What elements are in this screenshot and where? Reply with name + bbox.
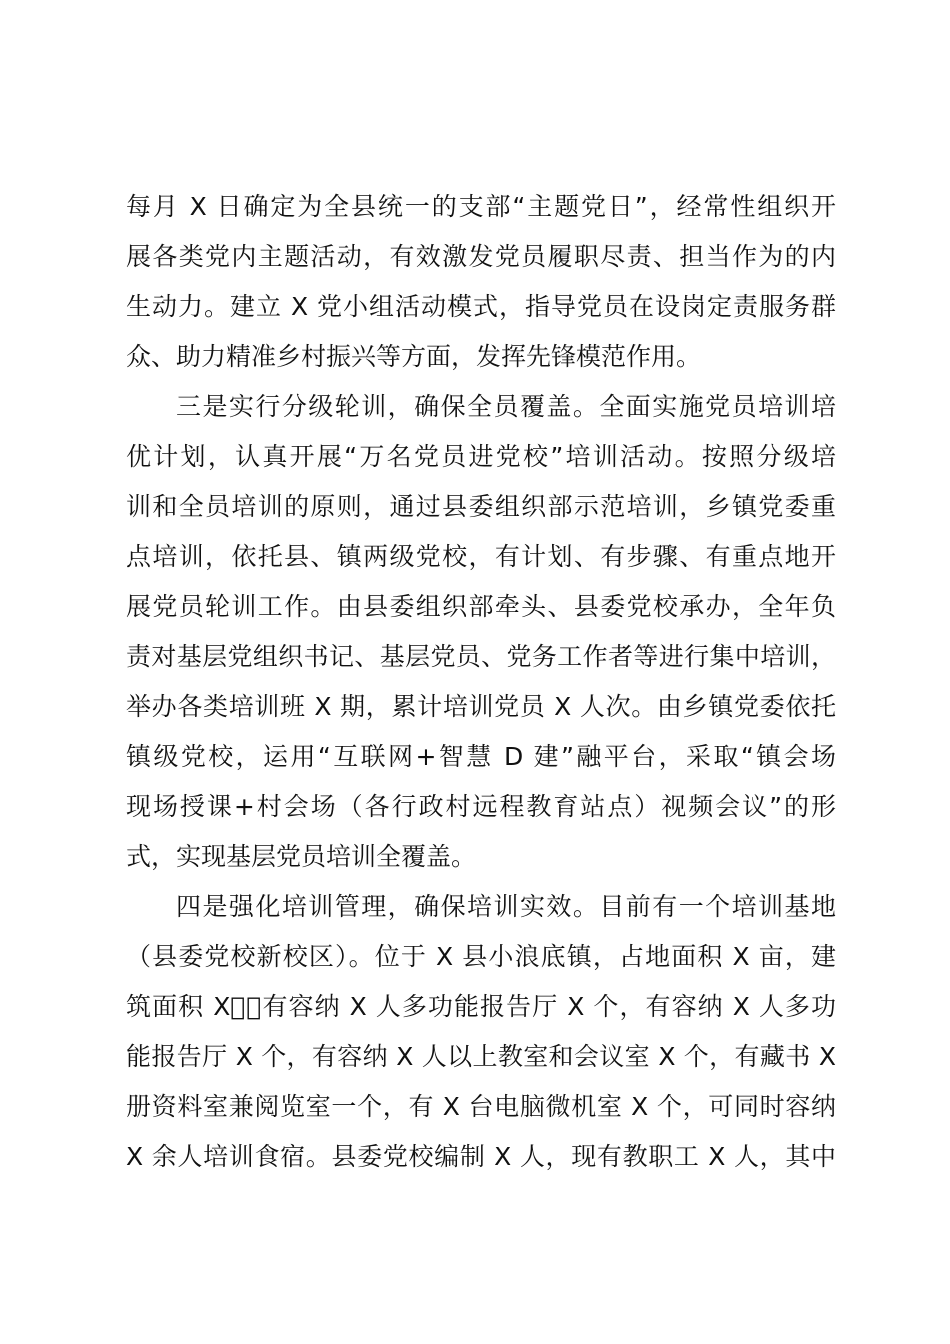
text-line: 展各类党内主题活动，有效激发党员履职尽责、担当作为的内	[126, 242, 836, 271]
text-line: 现场授课+村会场（各行政村远程教育站点）视频会议”的形	[126, 792, 836, 821]
text-line: X 余人培训食宿。县委党校编制 X 人，现有教职工 X 人，其中	[126, 1142, 836, 1171]
paragraph-2	[126, 382, 836, 882]
text-line: 展党员轮训工作。由县委组织部牵头、县委党校承办，全年负	[126, 592, 836, 621]
text-line: 训和全员培训的原则，通过县委组织部示范培训，乡镇党委重	[126, 492, 836, 521]
text-line: 册资料室兼阅览室一个，有 X 台电脑微机室 X 个，可同时容纳	[126, 1092, 836, 1121]
paragraph-3	[126, 882, 836, 1182]
body-text	[126, 182, 836, 1182]
text-line: 优计划，认真开展“万名党员进党校”培训活动。按照分级培	[126, 442, 836, 471]
text-line: （县委党校新校区）。位于 X 县小浪底镇，占地面积 X 亩，建	[126, 942, 836, 971]
text-line: 式，实现基层党员培训全覆盖。	[126, 842, 477, 871]
text-line: 生动力。建立 X 党小组活动模式，指导党员在设岗定责服务群	[126, 292, 836, 321]
paragraph-1	[126, 182, 836, 382]
text-line: 责对基层党组织书记、基层党员、党务工作者等进行集中培训，	[126, 642, 836, 671]
text-line: 点培训，依托县、镇两级党校，有计划、有步骤、有重点地开	[126, 542, 836, 571]
text-line: 每月 X 日确定为全县统一的支部“主题党日”，经常性组织开	[126, 192, 836, 221]
text-line: 镇级党校，运用“互联网+智慧 D 建”融平台，采取“镇会场	[126, 742, 836, 771]
text-line: 众、助力精准乡村振兴等方面，发挥先锋模范作用。	[126, 342, 702, 371]
text-line: 筑面积 X􏿾，有容纳 X 人多功能报告厅 X 个，有容纳 X 人多功	[126, 992, 836, 1021]
text-line: 举办各类培训班 X 期，累计培训党员 X 人次。由乡镇党委依托	[126, 692, 836, 721]
text-line: 四是强化培训管理，确保培训实效。目前有一个培训基地	[176, 892, 836, 921]
text-line: 三是实行分级轮训，确保全员覆盖。全面实施党员培训培	[176, 392, 836, 421]
text-line: 能报告厅 X 个，有容纳 X 人以上教室和会议室 X 个，有藏书 X	[126, 1042, 836, 1071]
